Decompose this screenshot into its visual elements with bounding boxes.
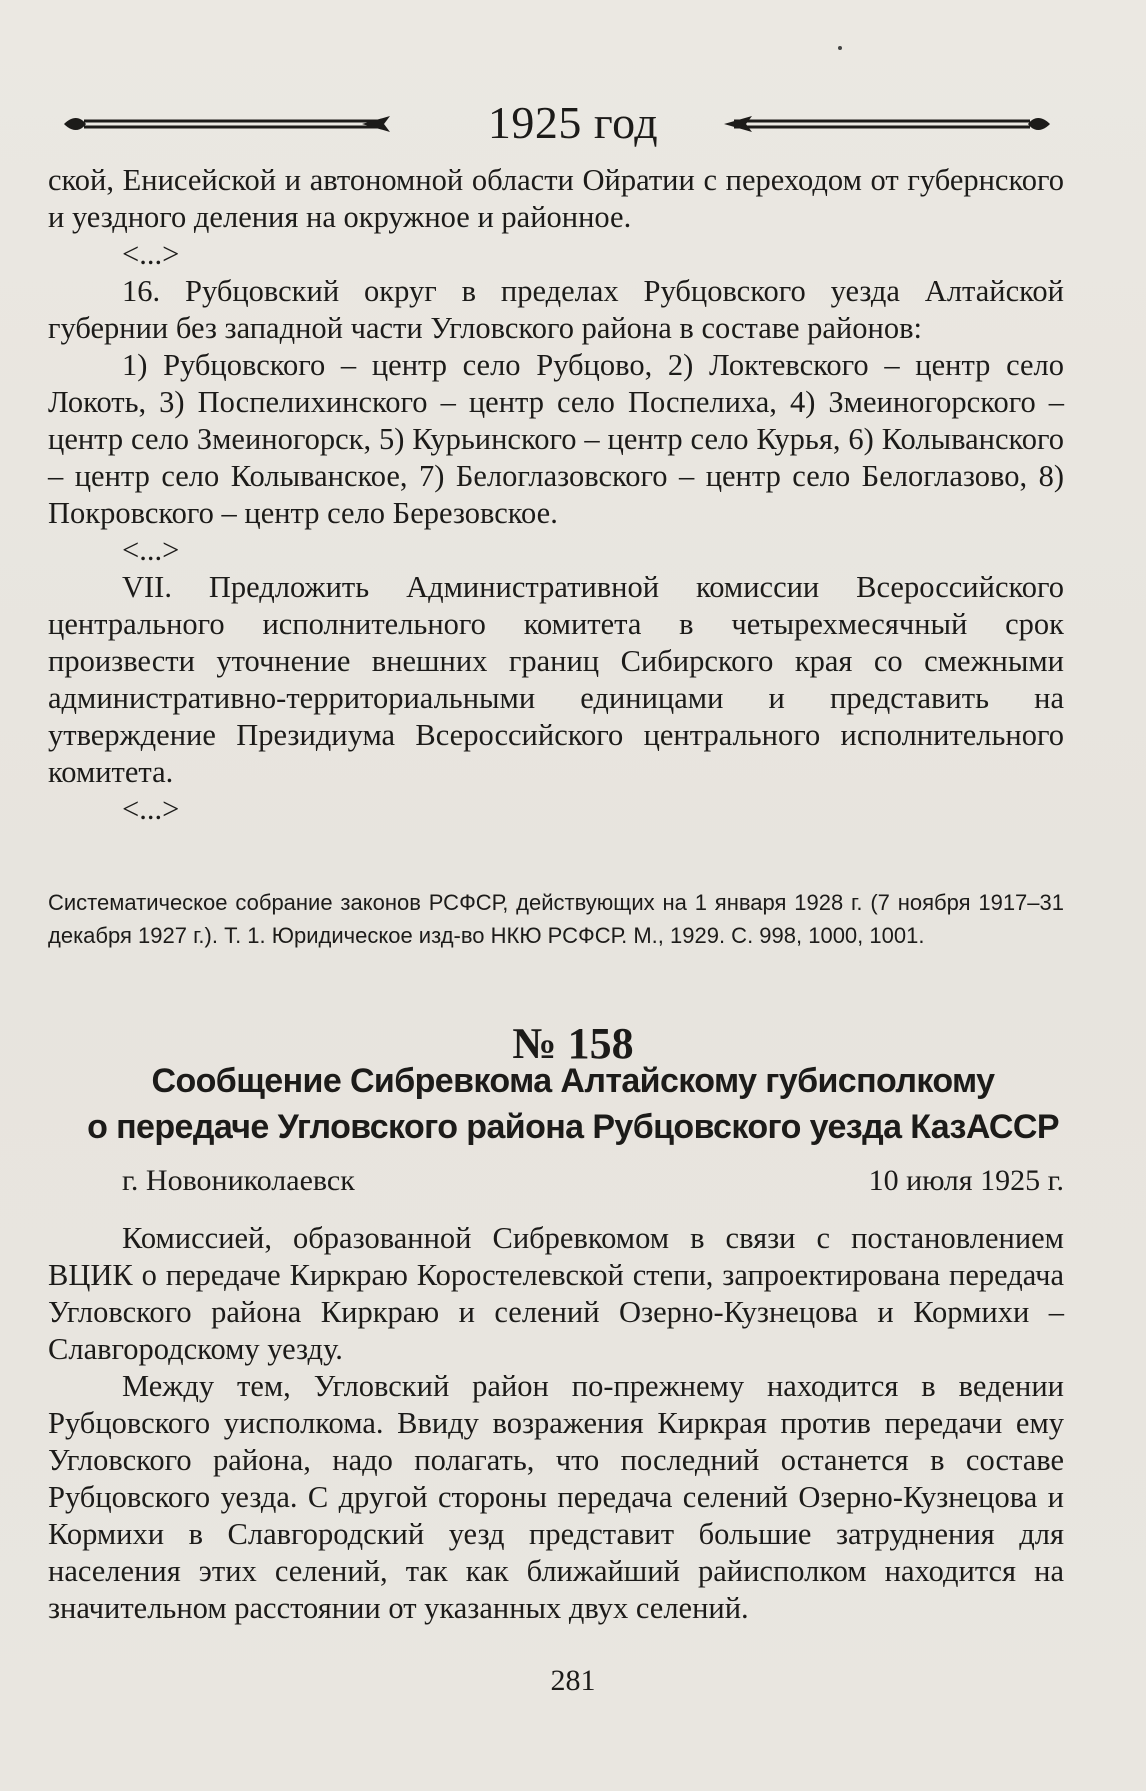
continued-decree-text: [48, 162, 1064, 828]
paragraph: VII. Предложить Административной комиссии Всероссийского центрального исполнительного комитета в четырехмесячный срок произвести уточнение внешних границ Сибирского края со смежными административно-территориальными единицами и представить на утверждение Президиума Всероссийского центрального исполнительного комитета.: [48, 570, 1064, 789]
paragraph: Комиссией, образованной Сибревкомом в связи с постановлением ВЦИК о передаче Киркраю Коростелевской степи, запроектирована передача Угловского района Киркраю и селений Озерно-Кузнецова и Кормихи – Славгородскому уезду.: [48, 1221, 1064, 1366]
running-header: [0, 92, 1146, 152]
paragraph: Между тем, Угловский район по-прежнему находится в ведении Рубцовского уисполкома. Ввиду возражения Киркрая против передачи ему Угловского района, надо полагать, что последний останется в составе Рубцовского уезда. С другой стороны передача селений Озерно-Кузнецова и Кормихи в Славгородский уезд представит большие затруднения для населения этих селений, так как ближайший райисполком находится на значительном расстоянии от указанных двух селений.: [48, 1369, 1064, 1625]
ellipsis-marker: <...>: [122, 533, 180, 567]
page-number: 281: [550, 1664, 596, 1697]
paragraph: 1) Рубцовского – центр село Рубцово, 2) Локтевского – центр село Локоть, 3) Поспелихинского – центр село Поспелиха, 4) Змеиногорского – центр село Змеиногорск, 5) Курьинского – центр село Курья, 6) Колыванского – центр село Колыванское, 7) Белоглазовского – центр село Белоглазово, 8) Покровского – центр село Березовское.: [48, 348, 1064, 530]
document-place: г. Новониколаевск: [122, 1164, 355, 1197]
ellipsis-marker: <...>: [122, 792, 180, 826]
ellipsis-marker: <...>: [122, 237, 180, 271]
document-title: [0, 1058, 1146, 1150]
source-citation: Систематическое собрание законов РСФСР, действующих на 1 января 1928 г. (7 ноября 1917–31 декабря 1927 г.). Т. 1. Юридическое изд-во НКЮ РСФСР. М., 1929. С. 998, 1000, 1001.: [48, 890, 1064, 948]
document-number: № 158: [512, 1019, 634, 1068]
document-title-line: о передаче Угловского района Рубцовского уезда КазАССР: [87, 1108, 1059, 1146]
document-title-line: Сообщение Сибревкома Алтайскому губисполкому: [151, 1062, 995, 1100]
page-year-heading: 1925 год: [487, 97, 659, 148]
document-body: [48, 1220, 1064, 1627]
paragraph: 16. Рубцовский округ в пределах Рубцовского уезда Алтайской губернии без западной части Угловского района в составе районов:: [48, 274, 1064, 345]
print-speck: [838, 46, 842, 50]
right-ornament-rule: [722, 112, 1052, 136]
paragraph: ской, Енисейской и автономной области Ойратии с переходом от губернского и уездного деления на окружное и районное.: [48, 163, 1064, 234]
document-date: 10 июля 1925 г.: [868, 1164, 1064, 1197]
